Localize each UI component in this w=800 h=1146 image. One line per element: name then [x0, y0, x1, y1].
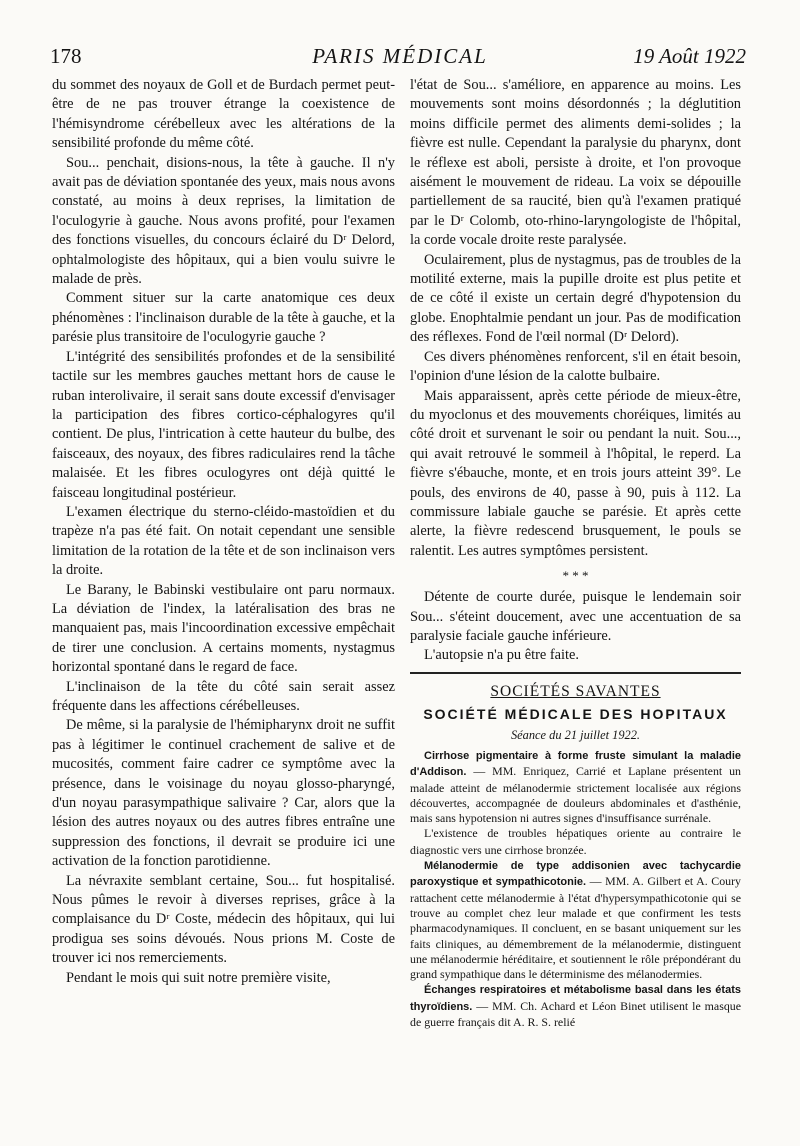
right-column: [410, 76, 741, 1030]
abstract-body: — MM. Enriquez, Carrié et Laplane présentent un malade atteint de mélanodermie strictement localisée aux régions découvertes, accompagnée de douleurs abdominales et d'asthénie, mais sans hypotension ni autres signes d'insuffisance surrénale.: [410, 764, 741, 826]
society-title: SOCIÉTÉ MÉDICALE DES HOPITAUX: [423, 706, 728, 723]
paragraph: De même, si la paralysie de l'hémipharynx droit ne suffit pas à légitimer le continuel crachement de salive et de mucosités, comment faire cadrer ce symptôme avec la présence, dans le voisinage du noyau glosso-pharyngé, d'un noyau parasympathique salivaire ? Car, alors que la lésion des autres noyaux ou des autres fibres entraîne une suppression des fonctions, il devrait se produire ici une activation de la fonction parotidienne.: [52, 717, 395, 870]
left-column: [52, 76, 395, 988]
paragraph: L'examen électrique du sterno-cléido-mastoïdien et du trapèze n'a pas été fait. On notait cependant une sensible limitation de la rotation de la tête et de son inclinaison vers la droite.: [52, 503, 395, 579]
paragraph: l'état de Sou... s'améliore, en apparence au moins. Les mouvements sont moins désordonnés ; la déglutition moins difficile permet des aliments demi-solides ; la fièvre est nulle. Cependant la paralysie du pharynx, dont le réflexe est aboli, persiste à droite, et l'on provoque aisément le mouvement de rideau. La voix se dépouille partiellement de sa raucité, bien qu'à l'examen pratiqué par le Dʳ Colomb, oto-rhino-laryngologiste de l'hôpital, la corde vocale droite reste paralysée.: [410, 77, 741, 249]
paragraph: Pendant le mois qui suit notre première visite,: [66, 969, 331, 986]
seance-date: Séance du 21 juillet 1922.: [510, 727, 641, 742]
abstract: [410, 826, 741, 858]
abstract-title: Cirrhose pigmentaire à forme fruste simulant la maladie d'Addison.: [410, 750, 741, 779]
page-number: 178: [50, 44, 82, 68]
issue-date: 19 Août 1922: [633, 44, 746, 68]
journal-title: PARIS MÉDICAL: [312, 44, 488, 68]
paragraph: Ces divers phénomènes renforcent, s'il en était besoin, l'opinion d'une lésion de la calotte bulbaire.: [410, 348, 741, 385]
section-stars: * * *: [562, 568, 589, 584]
paragraph: Sou... penchait, disions-nous, la tête à gauche. Il n'y avait pas de déviation spontanée des yeux, mais nous avons constaté, au moins à deux reprises, la limitation de l'oculogyrie à gauche. Nous avons profité, pour l'examen des fonctions visuelles, du concours éclairé du Dʳ Delord, ophtalmologiste des hôpitaux, qui a bien voulu suivre le malade de près.: [52, 154, 395, 288]
abstract-title: Mélanodermie de type addisonien avec tachycardie paroxystique et sympathicotonie.: [410, 860, 741, 889]
paragraph: Oculairement, plus de nystagmus, pas de troubles de la motilité externe, mais la pupille droite est plus petite et de ce côté il existe un certain degré d'hypotension du globe. Enophtalmie pendant un jour. Pas de modification des réflexes. Fond de l'œil normal (Dʳ Delord).: [410, 251, 741, 346]
page-header: [0, 0, 800, 70]
abstract-body: L'existence de troubles hépatiques oriente au contraire le diagnostic vers une cirrhose bronzée.: [410, 826, 741, 857]
abstract-title: Échanges respiratoires et métabolisme basal dans les états thyroïdiens.: [410, 984, 741, 1013]
abstract: [410, 748, 741, 826]
paragraph: Mais apparaissent, après cette période de mieux-être, du myoclonus et des mouvements choréiques, limités au côté droit et survenant le soir ou pendant la nuit. Sou..., qui avait retrouvé le sommeil à l'hôpital, le reperd. La fièvre s'ébauche, monte, et en trois jours atteint 39°. Le pouls, des environs de 40, passe à 90, puis à 112. La commissure labiale gauche se parésie. Et après cette alerte, la fièvre redescend brusquement, le pouls se ralentit. Les autres symptômes persistent.: [410, 387, 741, 559]
paragraph: L'autopsie n'a pu être faite.: [424, 647, 580, 664]
abstract: [410, 982, 741, 1030]
paragraph: du sommet des noyaux de Goll et de Burdach permet peut-être de ne pas trouver étrange la coexistence de l'hémisyndrome cérébelleux avec les altérations de la sensibilité profonde du même côté.: [52, 77, 395, 152]
section-divider: [410, 672, 741, 674]
section-title-text: SOCIÉTÉS SAVANTES: [490, 682, 661, 700]
paragraph: L'intégrité des sensibilités profondes et de la sensibilité tactile sur les membres gauches mettant hors de cause le ruban interolivaire, il serait sans doute excessif d'envisager la participation des fibres cortico-céphalogyres qu'il contient. De plus, l'intrication à cette hauteur du bulbe, des faisceaux, des noyaux, des fibres radiculaires rend la tâche malaisée. Et les fibres oculogyres ont déjà quitté le faisceau longitudinal postérieur.: [52, 348, 395, 501]
paragraph: L'inclinaison de la tête du côté sain serait assez fréquente dans les affections cérébelleuses.: [52, 678, 395, 714]
abstract: [410, 858, 741, 982]
abstract-body: — MM. Ch. Achard et Léon Binet utilisent le masque de guerre français dit A. R. S. relié: [410, 998, 741, 1030]
abstract-body: — MM. A. Gilbert et A. Coury rattachent cette mélanodermie à l'état d'hypersympathicotonie qui se trouve au complet chez leur malade et que confirment les tests pharmacodynamiques. Il concluent, en se basant uniquement sur les faits cliniques, au démembrement de la mélanodermie, distinguent une mélanodermie héréditaire, et soutiennent le rôle prépondérant du grand sympathique dans le déterminisme des mélanodermies.: [410, 874, 741, 982]
paragraph: La névraxite semblant certaine, Sou... fut hospitalisé. Nous pûmes le revoir à diverses reprises, grâce à la complaisance du Dʳ Coste, médecin des hôpitaux, qui lui prodigua ses soins dévoués. Nous prions M. Coste de trouver ici nos remerciements.: [52, 872, 395, 967]
section-title: [410, 682, 741, 701]
paragraph: Le Barany, le Babinski vestibulaire ont paru normaux. La déviation de l'index, la latéralisation des bras ne manquaient pas, mais l'incoordination excessive empêchait de tirer une conclusion. A certains moments, nystagmus horizontal spontané dans le regard de face.: [52, 581, 395, 676]
paragraph: Détente de courte durée, puisque le lendemain soir Sou... s'éteint doucement, avec une accentuation de sa paralysie faciale gauche inférieure.: [410, 589, 741, 644]
paragraph: Comment situer sur la carte anatomique ces deux phénomènes : l'inclinaison durable de la tête à gauche, et la parésie plus transitoire de l'oculogyrie gauche ?: [52, 290, 395, 346]
